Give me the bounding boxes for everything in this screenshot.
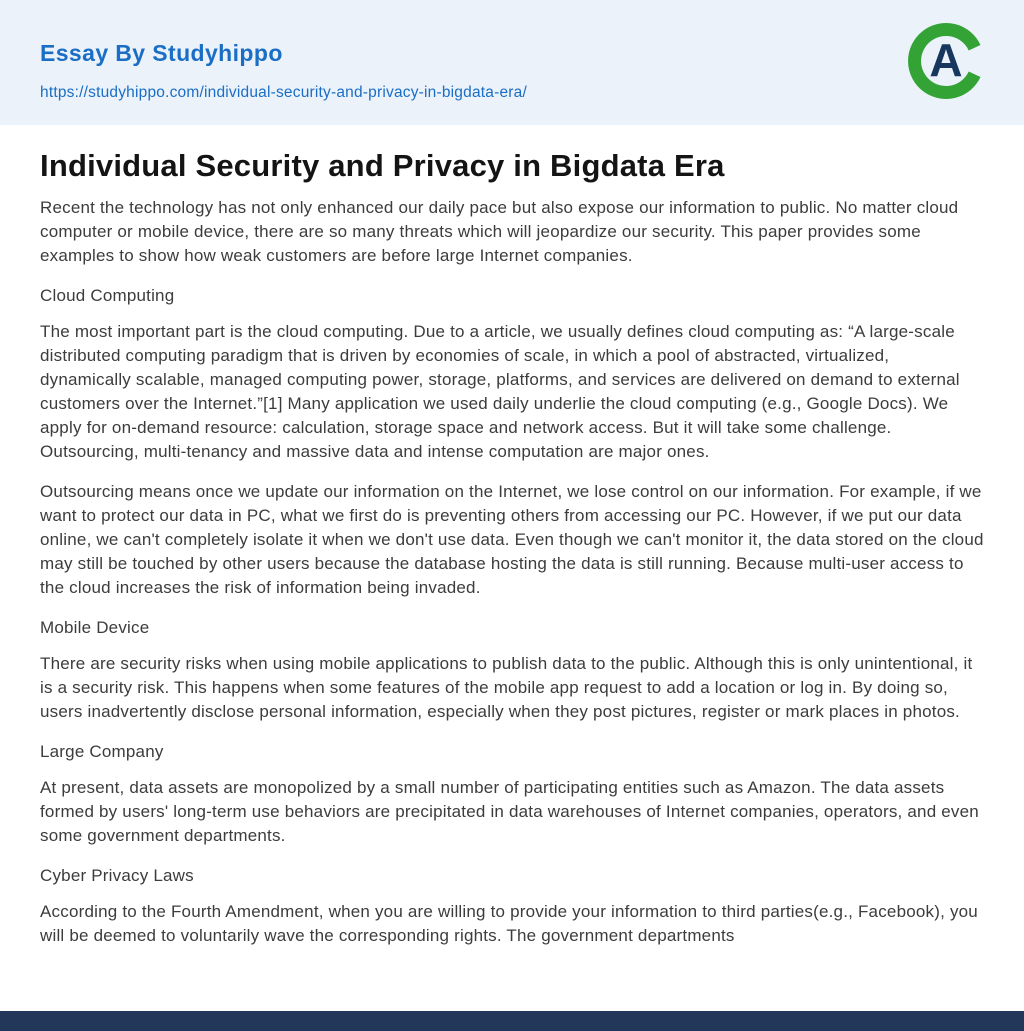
- article-title: Individual Security and Privacy in Bigdata Era: [40, 148, 725, 183]
- section-heading: Cyber Privacy Laws: [40, 866, 194, 885]
- section-heading: Cloud Computing: [40, 286, 175, 305]
- paragraph: Outsourcing means once we update our information on the Internet, we lose control on our information. For example, if we want to protect our data in PC, what we first do is preventing others from accessing our PC. However, if we put our data online, we can't completely isolate it when we don't use data. Even though we can't monitor it, the data stored on the cloud may still be touched by other users because the database hosting the data is still running. Because multi-user access to the cloud increases the risk of information being invaded.: [40, 482, 984, 597]
- page-header: [0, 0, 1024, 125]
- paragraph: According to the Fourth Amendment, when you are willing to provide your information to third parties(e.g., Facebook), you will be deemed to voluntarily wave the corresponding rights. The government departments: [40, 902, 978, 945]
- logo-letter: A: [929, 34, 963, 86]
- section-heading: Large Company: [40, 742, 164, 761]
- article-content: [0, 125, 1024, 948]
- studyhippo-logo-icon: [906, 21, 986, 101]
- paragraph: Recent the technology has not only enhanced our daily pace but also expose our information to public. No matter cloud computer or mobile device, there are so many threats which will jeopardize our security. This paper provides some examples to show how weak customers are before large Internet companies.: [40, 198, 959, 265]
- paragraph: There are security risks when using mobile applications to publish data to the public. Although this is only unintentional, it is a security risk. This happens when some features of the mobile app request to add a location or log in. By doing so, users inadvertently disclose personal information, especially when they post pictures, register or mark places in photos.: [40, 654, 973, 721]
- section-heading: Mobile Device: [40, 618, 150, 637]
- footer-bar: [0, 1011, 1024, 1031]
- source-url-link[interactable]: https://studyhippo.com/individual-security-and-privacy-in-bigdata-era/: [40, 84, 527, 101]
- site-title: Essay By Studyhippo: [40, 40, 283, 66]
- studyhippo-logo: [906, 21, 986, 101]
- paragraph: The most important part is the cloud computing. Due to a article, we usually defines cloud computing as: “A large-scale distributed computing paradigm that is driven by economies of scale, in which a pool of abstracted, virtualized, dynamically scalable, managed computing power, storage, platforms, and services are delivered on demand to external customers over the Internet.”[1] Many application we used daily underlie the cloud computing (e.g., Google Docs). We apply for on-demand resource: calculation, storage space and network access. But it will take some challenge. Outsourcing, multi-tenancy and massive data and intense computation are major ones.: [40, 322, 960, 461]
- paragraph: At present, data assets are monopolized by a small number of participating entities such as Amazon. The data assets formed by users' long-term use behaviors are precipitated in data warehouses of Internet companies, operators, and even some government departments.: [40, 778, 979, 845]
